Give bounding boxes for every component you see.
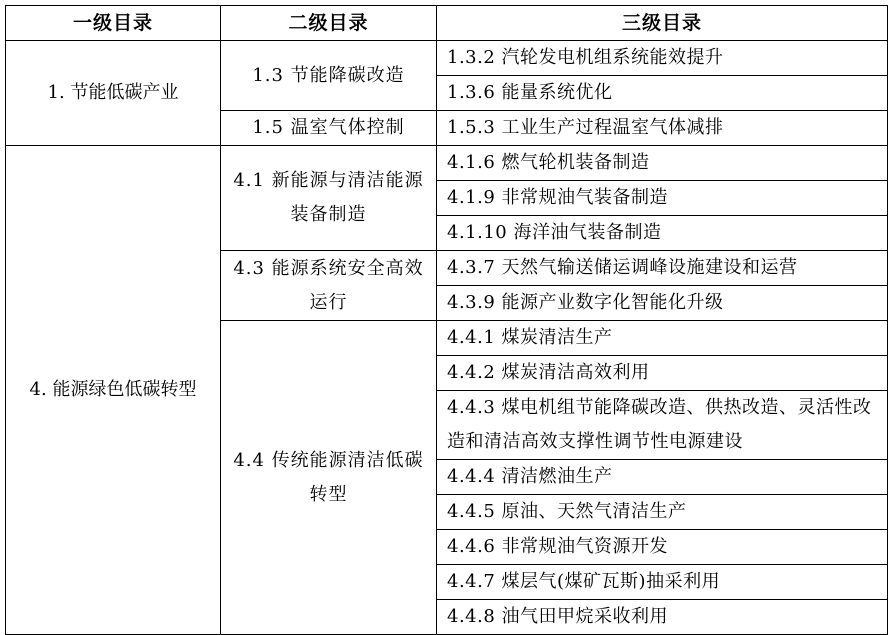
table-row (6, 41, 888, 76)
level2-cell (221, 146, 437, 251)
level3-cell: 1.3.2 汽轮发电机组系统能效提升 (437, 41, 888, 76)
header-level3: 三级目录 (437, 6, 888, 41)
level3-cell: 4.3.7 天然气输送储运调峰设施建设和运营 (437, 251, 888, 286)
header-row (6, 6, 888, 41)
level2-cell: 1.3 节能降碳改造 (221, 41, 437, 111)
level3-cell: 4.1.6 燃气轮机装备制造 (437, 146, 888, 181)
level2-cell: 1.5 温室气体控制 (221, 111, 437, 146)
level2-text: 4.4 传统能源清洁低碳转型 (233, 449, 424, 505)
level3-cell: 4.4.1 煤炭清洁生产 (437, 321, 888, 356)
level3-cell: 1.5.3 工业生产过程温室气体减排 (437, 111, 888, 146)
level2-text: 4.3 能源系统安全高效运行 (233, 257, 424, 313)
level2-cell (221, 251, 437, 321)
level3-cell: 4.4.7 煤层气(煤矿瓦斯)抽采利用 (437, 565, 888, 600)
level3-cell: 1.3.6 能量系统优化 (437, 76, 888, 111)
level2-text: 4.1 新能源与清洁能源装备制造 (233, 170, 424, 225)
level2-cell (221, 321, 437, 635)
catalog-table (5, 5, 888, 635)
level3-cell: 4.4.6 非常规油气资源开发 (437, 530, 888, 565)
level3-cell: 4.3.9 能源产业数字化智能化升级 (437, 286, 888, 321)
level3-cell: 4.4.4 清洁燃油生产 (437, 460, 888, 495)
level3-cell: 4.4.8 油气田甲烷采收利用 (437, 600, 888, 635)
level3-cell: 4.4.5 原油、天然气清洁生产 (437, 495, 888, 530)
level3-cell: 4.1.10 海洋油气装备制造 (437, 216, 888, 251)
level3-cell: 4.1.9 非常规油气装备制造 (437, 181, 888, 216)
level3-cell: 4.4.2 煤炭清洁高效利用 (437, 356, 888, 391)
level1-cell: 4. 能源绿色低碳转型 (6, 146, 221, 635)
header-level2: 二级目录 (221, 6, 437, 41)
level3-cell: 4.4.3 煤电机组节能降碳改造、供热改造、灵活性改造和清洁高效支撑性调节性电源建设 (437, 391, 888, 460)
table-row (6, 146, 888, 181)
level1-cell: 1. 节能低碳产业 (6, 41, 221, 146)
header-level1: 一级目录 (6, 6, 221, 41)
